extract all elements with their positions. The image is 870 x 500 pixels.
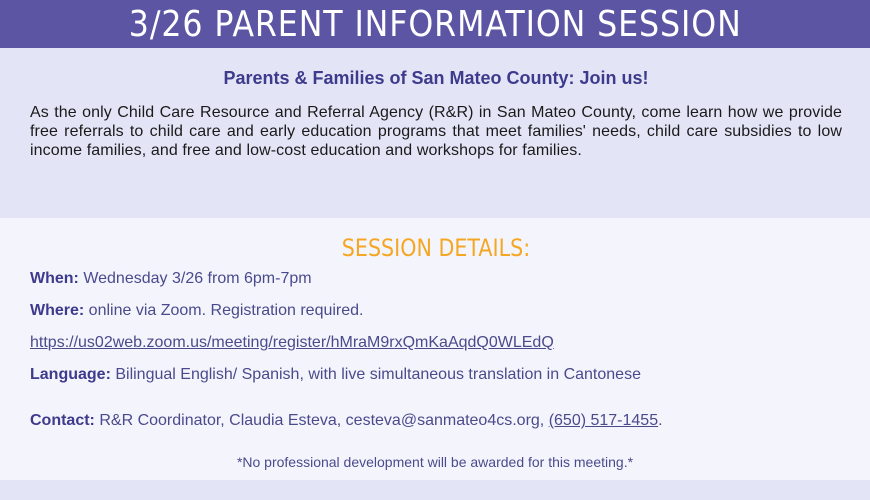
intro-subtitle: Parents & Families of San Mateo County: Join us! (223, 68, 649, 88)
language-value: Bilingual English/ Spanish, with live simultaneous translation in Cantonese (110, 366, 641, 383)
language-row (30, 366, 842, 384)
when-row (30, 270, 842, 288)
page-title: 3/26 PARENT INFORMATION SESSION (128, 3, 742, 45)
intro-section (0, 48, 870, 218)
contact-end: . (658, 412, 663, 429)
contact-label: Contact: (30, 412, 95, 429)
contact-value: R&R Coordinator, Claudia Esteva, cesteva@sanmateo4cs.org, (94, 412, 549, 429)
session-details-section (0, 218, 870, 480)
contact-row (30, 412, 842, 430)
where-label: Where: (30, 302, 85, 319)
language-label: Language: (30, 366, 111, 383)
where-value: online via Zoom. Registration required. (84, 302, 364, 319)
registration-row (30, 334, 842, 352)
page-header (0, 0, 870, 48)
when-value: Wednesday 3/26 from 6pm-7pm (78, 270, 312, 287)
registration-link[interactable]: https://us02web.zoom.us/meeting/register/hMraM9rxQmKaAqdQ0WLEdQ (30, 334, 554, 351)
contact-phone-link[interactable]: (650) 517-1455 (548, 412, 659, 429)
session-details-heading: SESSION DETAILS: (341, 234, 531, 262)
where-row (30, 302, 842, 320)
pd-note: *No professional development will be awarded for this meeting.* (236, 454, 634, 470)
intro-body: As the only Child Care Resource and Referral Agency (R&R) in San Mateo County, come learn how we provide free referrals to child care and early education programs that meet families' needs, child care subsidies to low income families, and free and low-cost education and workshops for families. (30, 104, 842, 159)
when-label: When: (30, 270, 79, 287)
footer-band (0, 480, 870, 500)
spacer (30, 398, 842, 412)
